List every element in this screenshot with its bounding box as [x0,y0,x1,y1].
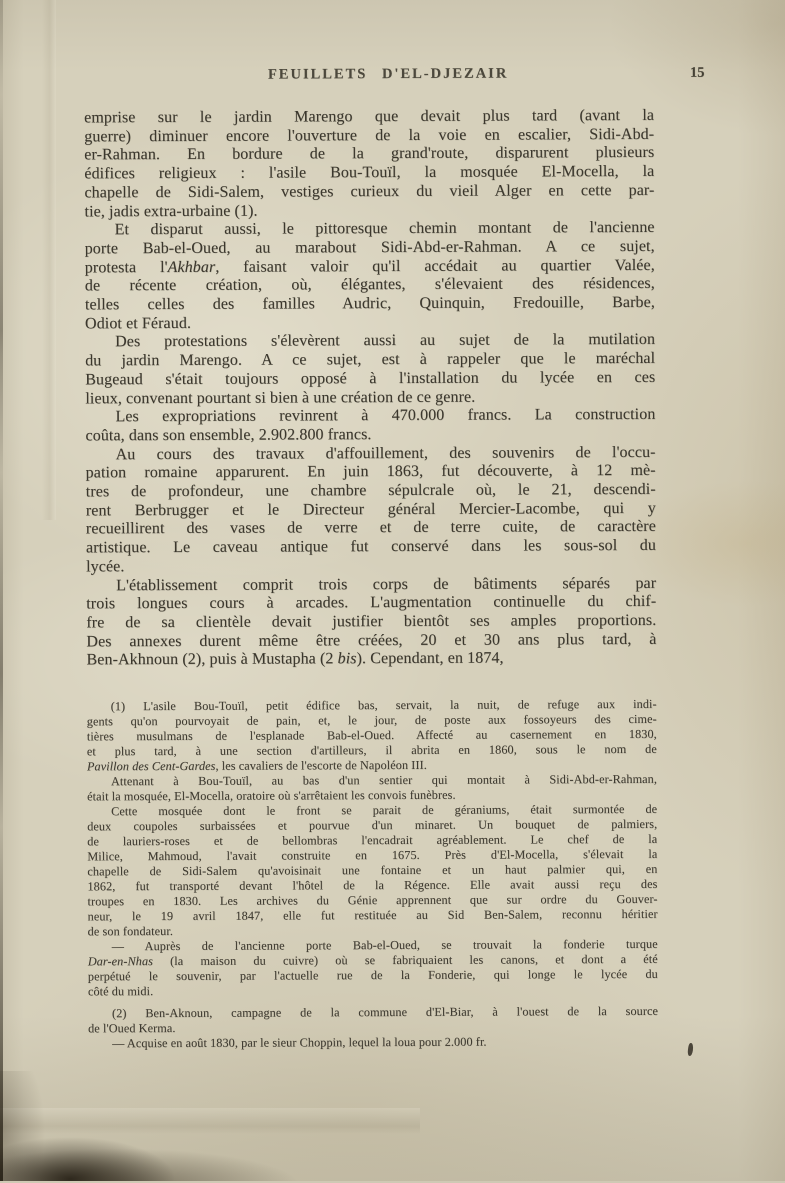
text-line: de l'Oued Kerma. [88,1020,176,1036]
text-line: 1862, fut transporté devant l'hôtel de la Régence. Elle avait aussi reçu des [87,876,658,894]
text-line: édifices religieux : l'asile Bou-Touïl, la mosquée El-Mocella, la [84,163,655,183]
paragraph [88,937,658,999]
text-line: artistique. Le caveau antique fut conservé dans les sous-sol du [85,537,657,557]
text-line: fre de sa clientèle devait justifier bientôt ses amples proportions. [86,611,657,632]
text-line: de son fondateur. [87,923,174,939]
text-line: côté du midi. [87,984,154,999]
text-line: pation romaine apparurent. En juin 1863, fut découverte, à 12 mè- [85,462,656,482]
paragraph [86,574,656,670]
bottom-left-smudge [0,1071,300,1181]
text-line: de lauriers-roses et de bellombras l'encadrait agréablement. Le chef de la [87,831,658,849]
text-line: troupes en 1830. Les archives du Génie apprennent que sur ordre du Gouver- [87,891,658,909]
paragraph [88,1034,658,1051]
text-line: Pavillon des Cent-Gardes, les cavaliers de l'escorte de Napoléon III. [86,757,427,774]
text-line: er-Rahman. En bordure de la grand'route, disparurent plusieurs [84,144,655,164]
text-line: lieux, convenant pourtant si bien à une création de ce genre. [85,388,476,407]
paragraph [85,406,655,446]
text-line: emprise sur le jardin Marengo que devait plus tard (avant la [84,106,655,127]
paragraph [86,444,657,577]
text-line: Milice, Mahmoud, l'avait construite en 1675. Près d'El-Mocella, s'élevait la [87,846,658,864]
text-line: Dar-en-Nhas (la maison du cuivre) où se fabriquaient les canons, et dont a été [87,951,658,969]
text-line: rent Berbrugger et le Directeur général Mercier-Lacombe, qui y [85,499,656,520]
paragraph [87,802,658,939]
text-line: protesta l'Akhbar, faisant valoir qu'il accédait au quartier Valée, [84,256,655,277]
text-line: L'établissement comprit trois corps de bâtiments séparés par [116,574,657,594]
text-line: (1) L'asile Bou-Touïl, petit édifice bas, servait, la nuit, de refuge aux indi- [110,696,657,714]
text-line: Des protestations s'élevèrent aussi au sujet de la mutilation [115,331,656,351]
paragraph [88,1004,658,1036]
text-line: telles celles des familles Audric, Quinquin, Fredouille, Barbe, [84,293,655,314]
paragraph [85,331,655,408]
page-header [0,64,785,89]
text-line: guerre) diminuer encore l'ouverture de la voie en escalier, Sidi-Abd- [84,125,655,146]
text-line: Bugeaud s'était toujours opposé à l'installation du lycée en ces [85,368,656,389]
main-text [84,107,656,671]
text-line: était la mosquée, El-Mocella, oratoire où s'arrêtaient les convois funèbres. [87,787,456,804]
text-line: (2) Ben-Aknoun, campagne de la commune d'El-Biar, à l'ouest de la source [111,1003,659,1021]
text-line: perpétué le souvenir, par l'actuelle rue de la Fonderie, qui longe le lycée du [87,966,658,984]
text-line: tres de profondeur, une chambre sépulcrale où, le 21, descendi- [85,480,656,501]
text-line: de récente création, où, élégantes, s'élevaient des résidences, [84,275,655,295]
text-line: lycée. [86,558,125,576]
text-line: — Acquise en août 1830, par le sieur Choppin, lequel la loua pour 2.000 fr. [112,1034,487,1051]
paragraph [87,772,657,804]
text-line: Et disparut aussi, le pittoresque chemin montant de l'ancienne [114,219,655,239]
paragraph [84,107,654,222]
text-line: porte Bab-el-Oued, au marabout Sidi-Abd-er-Rahman. A ce sujet, [84,237,655,258]
text-line: — Auprès de l'ancienne porte Bab-el-Oued, se trouvait la fonderie turque [111,936,658,954]
text-line: chapelle de Sidi-Salem qu'avoisinait une fontaine et un haut palmier qui, en [87,861,658,879]
paragraph [87,697,657,774]
text-line: Cette mosquée dont le front se parait de géraniums, était surmontée de [111,801,658,819]
text-line: tie, jadis extra-urbaine (1). [84,202,258,220]
left-edge-shadow [0,0,3,1181]
text-line: Odiot et Féraud. [84,314,192,333]
text-line: tières musulmans de l'esplanade Bab-el-Oued. Affecté au casernement en 1830, [86,726,657,744]
text-line: Attenant à Bou-Touïl, au bas d'un sentier qui montait à Sidi-Abd-er-Rahman, [110,771,658,789]
paragraph [85,219,655,334]
text-line: et plus tard, à une section d'artilleurs, il abrita en 1860, sous le nom de [86,741,657,759]
footnotes [87,697,659,1051]
text-line: Ben-Akhnoun (2), puis à Mustapha (2 bis). Cependant, en 1874, [86,649,504,669]
text-line: coûta, dans son ensemble, 2.902.800 francs. [85,426,372,445]
running-title: FEUILLETS D'EL-DJEZAIR [267,65,509,83]
text-line: du jardin Marengo. A ce sujet, est à rappeler que le maréchal [85,350,656,370]
text-line: Au cours des travaux d'affouillement, des souvenirs de l'occu- [115,443,656,463]
text-line: Des annexes durent même être créées, 20 et 30 ans plus tard, à [86,630,657,651]
page-number: 15 [689,64,705,81]
text-line: gents qu'on pourvoyait de pain, et, le jour, de poste aux fossoyeurs des cime- [86,711,657,729]
text-line: chapelle de Sidi-Salem, vestiges curieux du vieil Alger en cette par- [84,181,655,202]
paper-crease-vertical [42,0,56,520]
text-line: neur, le 19 avril 1847, elle fut restituée au Sid Ben-Salem, reconnu héritier [87,906,658,924]
text-line: deux coupoles surbaissées et pourvue d'un minaret. Un bouquet de palmiers, [87,816,658,834]
text-line: recueillirent des vases de verre et de terre cuite, de caractère [85,518,656,538]
text-line: trois longues cours à arcades. L'augmentation continuelle du chif- [86,593,657,613]
text-line: Les expropriations revinrent à 470.000 francs. La construction [115,406,656,426]
